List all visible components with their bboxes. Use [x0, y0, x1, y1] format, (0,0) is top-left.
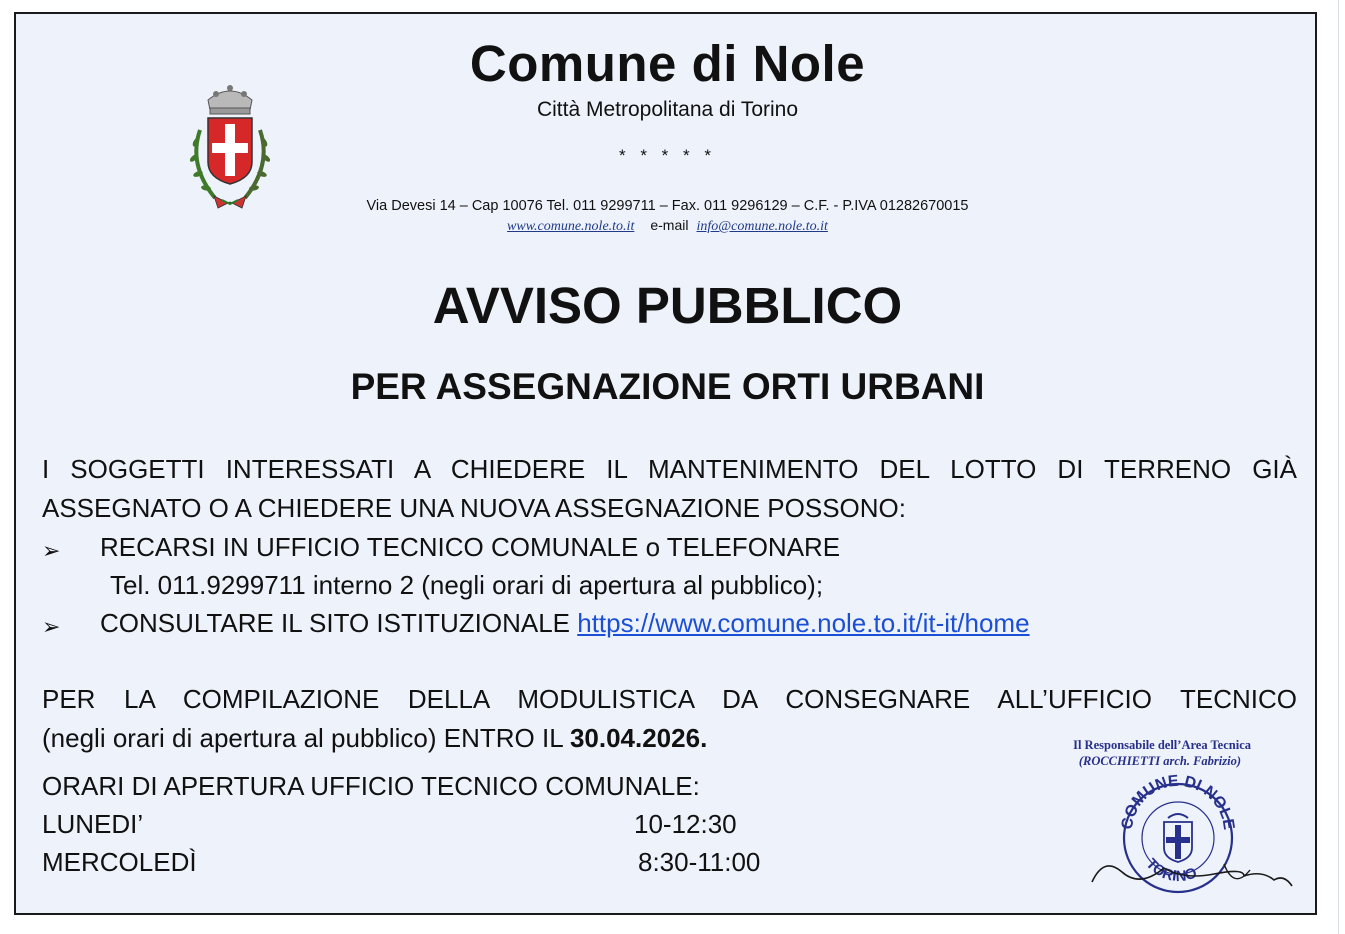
- svg-text:TORINO: TORINO: [1142, 855, 1200, 886]
- hours-time: 10-12:30: [634, 809, 737, 839]
- page-edge-line: [1338, 0, 1339, 934]
- contact-info: Via Devesi 14 – Cap 10076 Tel. 011 9299711 – Fax. 011 9296129 – C.F. - P.IVA 01282670015: [366, 198, 969, 214]
- deadline-prefix: (negli orari di apertura al pubblico) ENTRO IL: [42, 723, 570, 753]
- bullet1-line1: RECARSI IN UFFICIO TECNICO COMUNALE o TELEFONARE: [100, 532, 841, 562]
- notice-heading: AVVISO PUBBLICO: [432, 277, 903, 334]
- intro-line-2: ASSEGNATO O A CHIEDERE UNA NUOVA ASSEGNAZIONE POSSONO:: [42, 493, 907, 523]
- institutional-site-link[interactable]: https://www.comune.nole.to.it/it-it/home: [577, 608, 1030, 638]
- notice-subheading: PER ASSEGNAZIONE ORTI URBANI: [350, 366, 985, 407]
- email-label: e-mail: [650, 217, 689, 233]
- notice-sheet: [14, 12, 1317, 915]
- svg-text:COMUNE DI NOLE: COMUNE DI NOLE: [1118, 772, 1238, 831]
- municipality-subtitle: Città Metropolitana di Torino: [536, 98, 799, 121]
- website-link[interactable]: www.comune.nole.to.it: [507, 219, 635, 234]
- deadline-line-2: [42, 723, 707, 754]
- intro-line-1: I SOGGETTI INTERESSATI A CHIEDERE IL MANTENIMENTO DEL LOTTO DI TERRENO GIÀ: [42, 454, 1297, 484]
- bullet-arrow-icon: ➢: [42, 614, 61, 639]
- web-contacts: [16, 217, 1319, 235]
- bullet1-line2: Tel. 011.9299711 interno 2 (negli orari di apertura al pubblico);: [110, 570, 824, 600]
- deadline-date: 30.04.2026.: [569, 723, 708, 753]
- official-stamp-icon: [1074, 770, 1294, 900]
- hours-day: LUNEDI’: [42, 809, 144, 839]
- email-link[interactable]: info@comune.nole.to.it: [696, 219, 828, 234]
- hours-time: 8:30-11:00: [638, 847, 761, 877]
- deadline-line-1: PER LA COMPILAZIONE DELLA MODULISTICA DA CONSEGNARE ALL’UFFICIO TECNICO: [42, 684, 1297, 714]
- bullet2-line: [100, 608, 1030, 639]
- bullet-arrow-icon: ➢: [42, 538, 61, 563]
- municipality-title: Comune di Nole: [469, 35, 866, 92]
- hours-title: ORARI DI APERTURA UFFICIO TECNICO COMUNALE:: [42, 771, 700, 801]
- bullet2-text: CONSULTARE IL SITO ISTITUZIONALE: [100, 608, 578, 638]
- signatory-role: Il Responsabile dell’Area Tecnica: [1073, 738, 1251, 752]
- hours-day: MERCOLEDÌ: [42, 847, 197, 877]
- signatory-name: (ROCCHIETTI arch. Fabrizio): [1078, 754, 1241, 768]
- separator-stars: * * * * *: [619, 146, 716, 165]
